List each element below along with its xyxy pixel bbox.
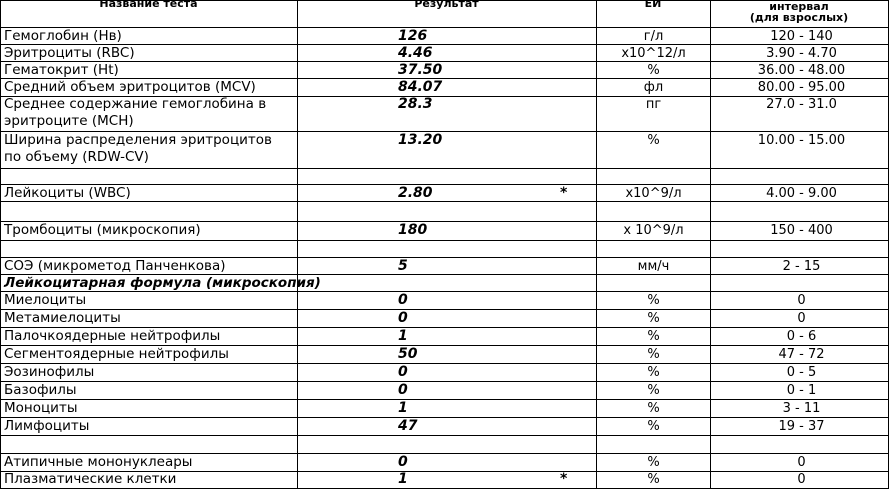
- reference-range: 0: [797, 472, 806, 487]
- reference-range: 0: [797, 455, 806, 470]
- reference-range: 0 - 6: [786, 329, 817, 344]
- test-result: 5: [398, 258, 408, 274]
- test-result: 1: [398, 328, 408, 344]
- test-name: Тромбоциты (микроскопия): [4, 222, 201, 238]
- test-result: 0: [398, 454, 408, 470]
- test-name: Атипичные мононуклеары: [4, 454, 193, 470]
- test-unit: %: [647, 401, 660, 416]
- section-title: Лейкоцитарная формула (микроскопия): [4, 275, 321, 291]
- test-result: 50: [398, 346, 418, 362]
- header-unit: ЕИ: [644, 0, 662, 10]
- test-result: 1: [398, 471, 408, 487]
- column-rule: [710, 0, 711, 489]
- test-name: Метамиелоциты: [4, 310, 121, 326]
- reference-range: 27.0 - 31.0: [766, 97, 837, 112]
- reference-range: 36.00 - 48.00: [757, 63, 846, 78]
- test-unit: %: [647, 329, 660, 344]
- test-result: 37.50: [398, 62, 443, 78]
- reference-range: 4.00 - 9.00: [766, 186, 837, 201]
- test-name: Лейкоциты (WBC): [4, 185, 131, 201]
- column-rule: [596, 0, 597, 489]
- test-name: Палочкоядерные нейтрофилы: [4, 328, 221, 344]
- table-rule: [0, 435, 889, 436]
- table-rule: [0, 488, 889, 489]
- test-unit: %: [647, 472, 660, 487]
- test-unit: %: [647, 419, 660, 434]
- reference-range: 10.00 - 15.00: [757, 133, 846, 148]
- test-unit: г/л: [643, 29, 664, 44]
- test-result: 47: [398, 418, 418, 434]
- reference-range: 0: [797, 293, 806, 308]
- column-rule: [297, 0, 298, 489]
- test-unit: %: [647, 455, 660, 470]
- test-name: Сегментоядерные нейтрофилы: [4, 346, 229, 362]
- test-name: Гематокрит (Ht): [4, 62, 119, 78]
- test-name: Плазматические клетки: [4, 471, 177, 487]
- reference-range: 0: [797, 311, 806, 326]
- reference-range: 3 - 11: [782, 401, 821, 416]
- reference-range: 150 - 400: [770, 223, 833, 238]
- test-result: 126: [398, 28, 428, 44]
- header-ref-sub: (для взрослых): [749, 11, 849, 24]
- test-name: Средний объем эритроцитов (MCV): [4, 79, 256, 95]
- test-unit: фл: [643, 80, 664, 95]
- test-unit: %: [647, 293, 660, 308]
- column-rule: [0, 0, 1, 489]
- table-rule: [0, 240, 889, 241]
- test-result: 2.80: [398, 185, 433, 201]
- test-result: 0: [398, 310, 408, 326]
- test-unit: х10^12/л: [621, 46, 686, 61]
- test-result: 13.20: [398, 132, 443, 148]
- test-unit: %: [647, 63, 660, 78]
- test-name: Гемоглобин (Нв): [4, 28, 122, 44]
- abnormal-flag: *: [560, 185, 568, 201]
- test-result: 28.3: [398, 96, 433, 112]
- test-name: Моноциты: [4, 400, 78, 416]
- abnormal-flag: *: [560, 471, 568, 487]
- test-result: 0: [398, 382, 408, 398]
- test-unit: х10^9/л: [625, 186, 682, 201]
- reference-range: 47 - 72: [778, 347, 825, 362]
- test-name: Лимфоциты: [4, 418, 90, 434]
- test-name: Эритроциты (RBC): [4, 45, 135, 61]
- test-unit: %: [647, 311, 660, 326]
- test-name: Эозинофилы: [4, 364, 95, 380]
- test-unit: %: [647, 383, 660, 398]
- test-result: 180: [398, 222, 428, 238]
- test-name: Ширина распределения эритроцитов: [4, 132, 272, 148]
- reference-range: 80.00 - 95.00: [757, 80, 846, 95]
- reference-range: 0 - 1: [786, 383, 817, 398]
- header-name: Название теста: [99, 0, 198, 10]
- test-name-line2: эритроците (MCH): [4, 113, 134, 129]
- test-result: 0: [398, 292, 408, 308]
- header-ref: интервал: [769, 0, 829, 13]
- test-name-line2: по объему (RDW-CV): [4, 149, 149, 165]
- test-unit: пг: [645, 97, 662, 112]
- test-unit: %: [647, 133, 660, 148]
- test-unit: мм/ч: [637, 259, 670, 274]
- reference-range: 3.90 - 4.70: [766, 46, 837, 61]
- test-name: Миелоциты: [4, 292, 87, 308]
- test-result: 4.46: [398, 45, 433, 61]
- test-unit: %: [647, 365, 660, 380]
- test-name: Среднее содержание гемоглобина в: [4, 96, 267, 112]
- reference-range: 120 - 140: [770, 29, 833, 44]
- header-result: Результат: [414, 0, 479, 10]
- test-result: 84.07: [398, 79, 443, 95]
- reference-range: 0 - 5: [786, 365, 817, 380]
- test-name: Базофилы: [4, 382, 77, 398]
- test-name: СОЭ (микрометод Панченкова): [4, 258, 226, 274]
- reference-range: 19 - 37: [778, 419, 825, 434]
- test-result: 0: [398, 364, 408, 380]
- test-unit: %: [647, 347, 660, 362]
- test-result: 1: [398, 400, 408, 416]
- test-unit: х 10^9/л: [623, 223, 684, 238]
- table-rule: [0, 168, 889, 169]
- reference-range: 2 - 15: [782, 259, 821, 274]
